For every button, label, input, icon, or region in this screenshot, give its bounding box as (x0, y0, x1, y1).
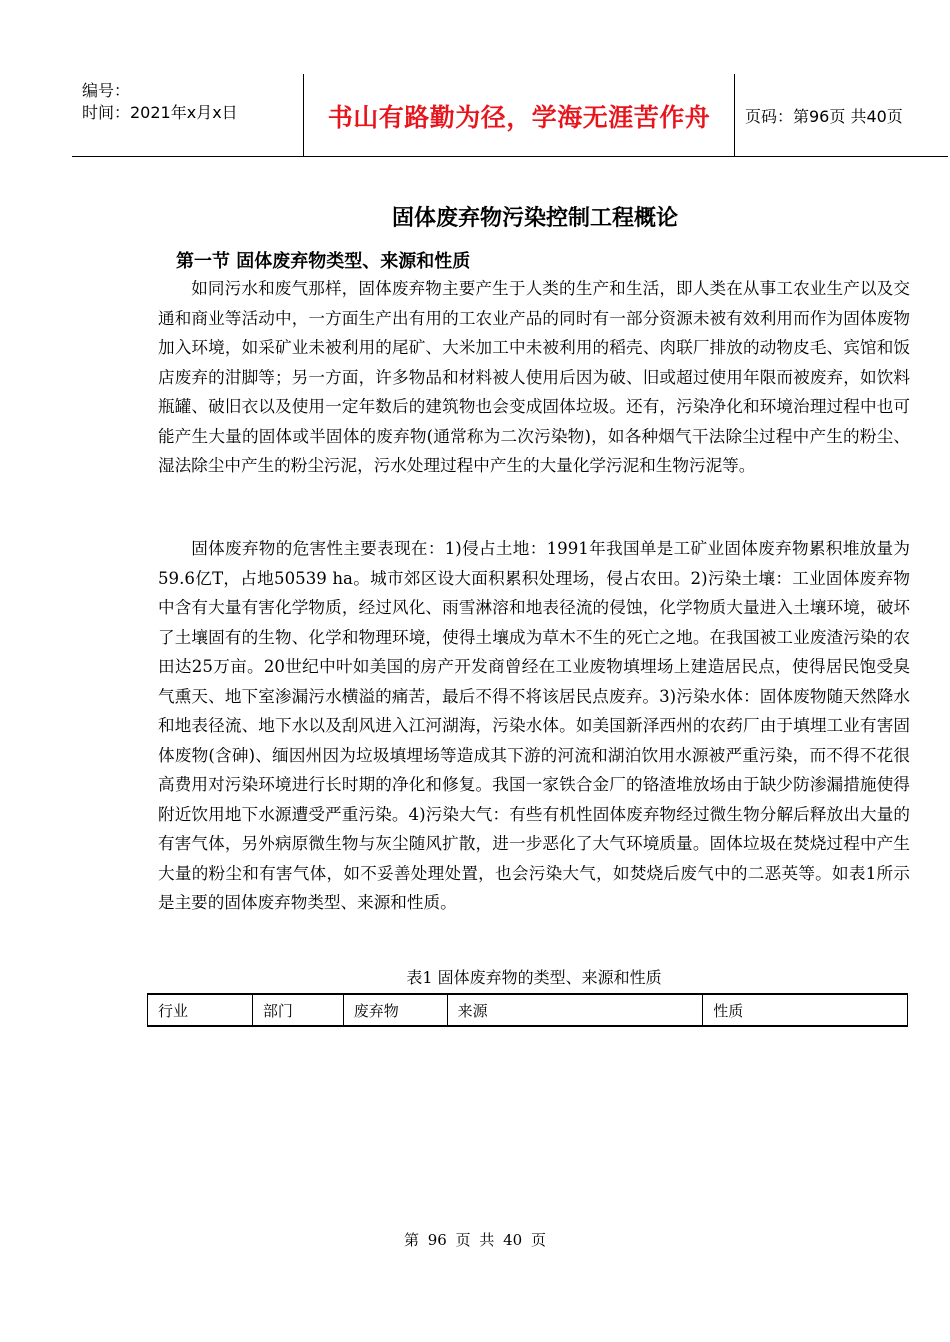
header-time-label: 时间：2021年x月x日 (82, 103, 238, 122)
section-title: 第一节 固体废弃物类型、来源和性质 (176, 251, 471, 272)
table-header-cell: 来源 (447, 994, 703, 1026)
page-footer: 第 96 页 共 40 页 (403, 1231, 546, 1249)
body-paragraph: 如同污水和废气那样，固体废弃物主要产生于人类的生产和生活，即人类在从事工农业生产以及交通和商业等活动中，一方面生产出有用的工农业产品的同时有一部分资源未被有效利用而作为固体废物加入环境，如采矿业未被利用的尾矿、大米加工中未被利用的稻壳、肉联厂排放的动物皮毛、宾馆和饭店废弃的泔脚等；另一方面，许多物品和材料被人使用后因为破、旧或超过使用年限而被废弃，如饮料瓶罐、破旧衣以及使用一定年数后的建筑物也会变成固体垃圾。还有，污染净化和环境治理过程中也可能产生大量的固体或半固体的废弃物(通常称为二次污染物)，如各种烟气干法除尘过程中产生的粉尘、湿法除尘中产生的粉尘污泥，污水处理过程中产生的大量化学污泥和生物污泥等。 (158, 279, 910, 475)
header-meta (82, 80, 304, 124)
table-header-cell: 废弃物 (343, 994, 447, 1026)
page-header (72, 74, 948, 157)
table-header-cell: 性质 (703, 994, 908, 1026)
header-divider-right (734, 74, 735, 156)
header-page-label: 页码：第96页 共40页 (745, 107, 903, 126)
body-paragraph: 固体废弃物的危害性主要表现在：1)侵占土地：1991年我国单是工矿业固体废弃物累积堆放量为59.6亿T，占地50539 ha。城市郊区设大面积累积处理场，侵占农田。2)污染土壤：工业固体废弃物中含有大量有害化学物质，经过风化、雨雪淋溶和地表径流的侵蚀，化学物质大量进入土壤环境，破坏了土壤固有的生物、化学和物理环境，使得土壤成为草木不生的死亡之地。在我国被工业废渣污染的农田达25万亩。20世纪中叶如美国的房产开发商曾经在工业废物填埋场上建造居民点，使得居民饱受臭气熏天、地下室渗漏污水横溢的痛苦，最后不得不将该居民点废弃。3)污染水体：固体废物随天然降水和地表径流、地下水以及刮风进入江河湖海，污染水体。如美国新泽西州的农药厂由于填埋工业有害固体废物(含砷)、缅因州因为垃圾填埋场等造成其下游的河流和湖泊饮用水源被严重污染，而不得不花很高费用对污染环境进行长时期的净化和修复。我国一家铁合金厂的铬渣堆放场由于缺少防渗漏措施使得附近饮用地下水源遭受严重污染。4)污染大气：有些有机性固体废弃物经过微生物分解后释放出大量的有害气体，另外病原微生物与灰尘随风扩散，进一步恶化了大气环境质量。固体垃圾在焚烧过程中产生大量的粉尘和有害气体，如不妥善处理处置，也会污染大气，如焚烧后废气中的二恶英等。如表1所示是主要的固体废弃物类型、来源和性质。 (158, 539, 910, 912)
table-header-cell: 部门 (252, 994, 343, 1026)
table-caption: 表1 固体废弃物的类型、来源和性质 (406, 968, 662, 987)
table-header-cell: 行业 (148, 994, 253, 1026)
document-title: 固体废弃物污染控制工程概论 (391, 206, 678, 231)
header-motto: 书山有路勤为径，学海无涯苦作舟 (327, 103, 711, 132)
table-header-row (148, 994, 908, 1026)
waste-type-table (147, 993, 908, 1027)
header-number-label: 编号： (82, 81, 131, 100)
